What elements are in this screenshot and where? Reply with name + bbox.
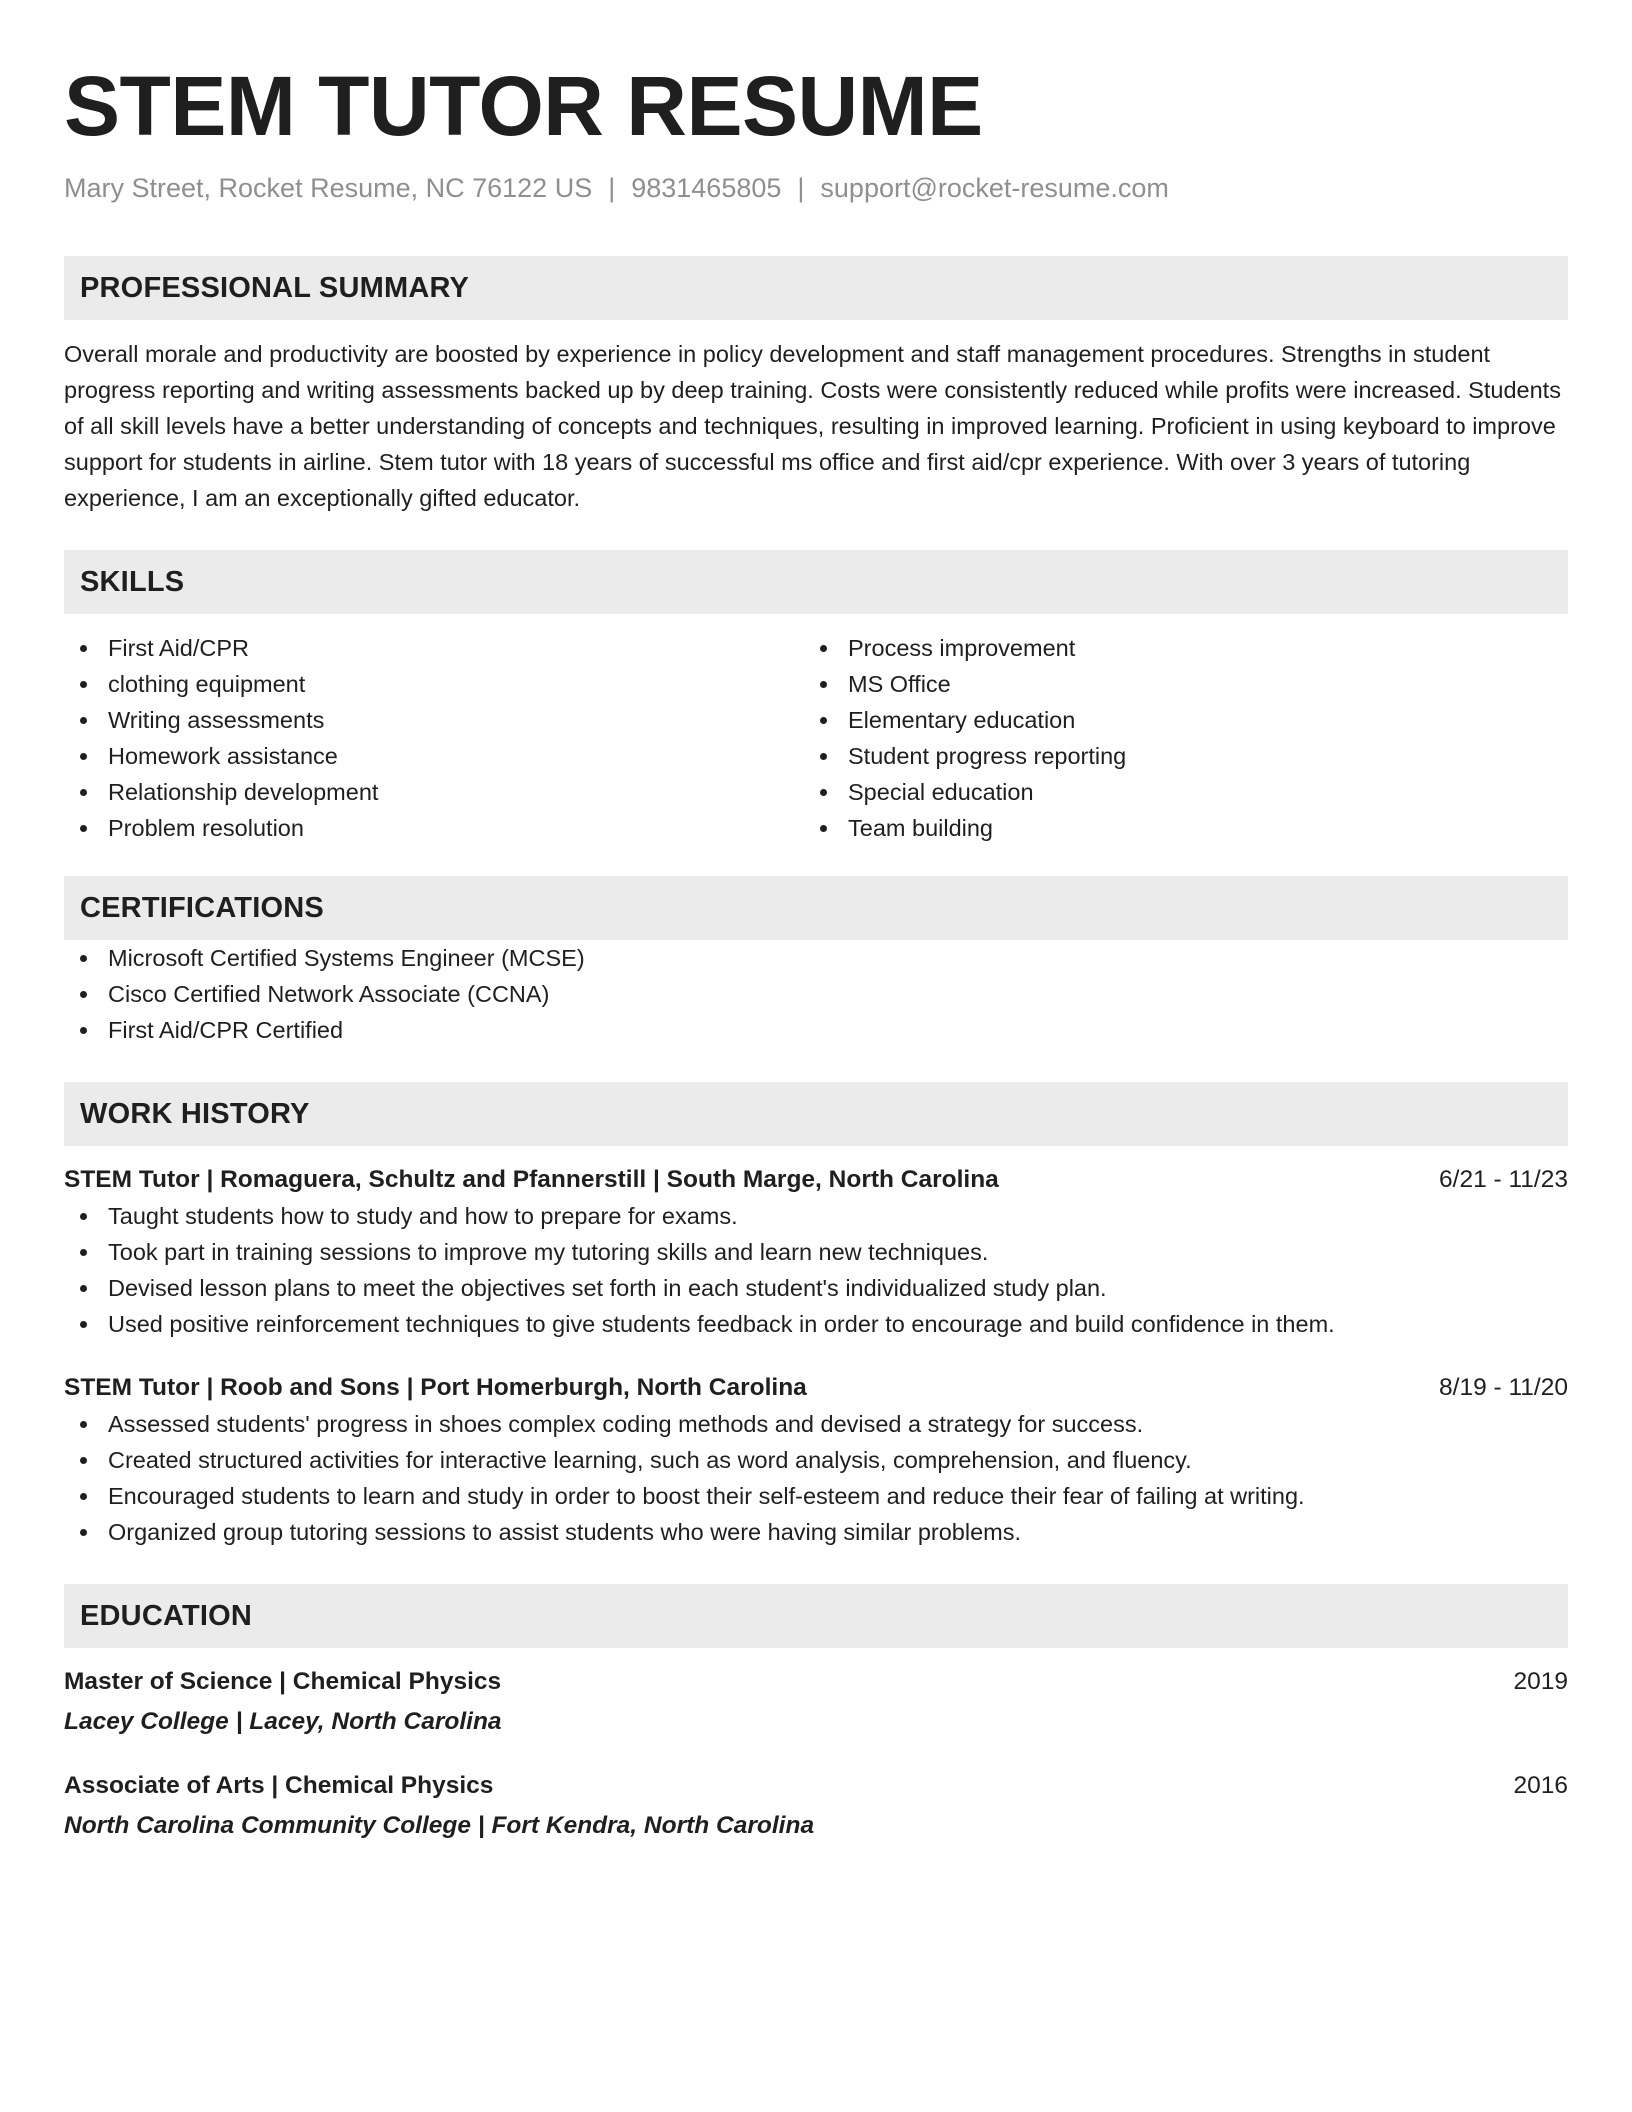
list-item xyxy=(64,774,804,810)
skill-label: Relationship development xyxy=(108,779,379,805)
section-header-certifications: CERTIFICATIONS xyxy=(64,876,1568,940)
skills-grid xyxy=(64,630,1568,846)
bullet-icon xyxy=(80,681,87,688)
bullet-icon xyxy=(80,1457,87,1464)
skill-label: First Aid/CPR xyxy=(108,635,250,661)
bullet-icon xyxy=(80,1285,87,1292)
duty-text: Organized group tutoring sessions to assist students who were having similar problems. xyxy=(108,1519,1022,1545)
bullet-icon xyxy=(80,1493,87,1500)
job-heading: STEM Tutor | Roob and Sons | Port Homerburgh, North Carolina xyxy=(64,1374,807,1401)
list-item xyxy=(64,940,1568,976)
certification-label: Cisco Certified Network Associate (CCNA) xyxy=(108,981,550,1007)
skills-list-left xyxy=(64,630,804,846)
list-item xyxy=(804,774,1544,810)
list-item xyxy=(64,1306,1568,1342)
job-dates: 8/19 - 11/20 xyxy=(1439,1374,1568,1401)
duty-text: Took part in training sessions to improve my tutoring skills and learn new techniques. xyxy=(108,1239,989,1265)
job-duties-list xyxy=(64,1406,1568,1550)
list-item xyxy=(804,666,1544,702)
address-text: Mary Street, Rocket Resume, NC 76122 US xyxy=(64,173,593,203)
list-item xyxy=(804,702,1544,738)
bullet-icon xyxy=(80,1529,87,1536)
skill-label: Writing assessments xyxy=(108,707,325,733)
bullet-icon xyxy=(820,717,827,724)
bullet-icon xyxy=(820,789,827,796)
bullet-icon xyxy=(80,1027,87,1034)
bullet-icon xyxy=(820,825,827,832)
list-item xyxy=(64,702,804,738)
job-entry xyxy=(64,1162,1568,1342)
job-dates: 6/21 - 11/23 xyxy=(1439,1166,1568,1193)
email-text: support@rocket-resume.com xyxy=(820,173,1169,203)
skill-label: Process improvement xyxy=(848,635,1076,661)
list-item xyxy=(64,1198,1568,1234)
list-item xyxy=(64,1012,1568,1048)
skill-label: Homework assistance xyxy=(108,743,338,769)
education-degree-line xyxy=(64,1664,1568,1700)
bullet-icon xyxy=(80,789,87,796)
duty-text: Devised lesson plans to meet the objectives set forth in each student's individualized study plan. xyxy=(108,1275,1107,1301)
list-item xyxy=(64,976,1568,1012)
education-degree-line xyxy=(64,1768,1568,1804)
contact-separator: | xyxy=(608,173,616,203)
bullet-icon xyxy=(820,753,827,760)
job-duties-list xyxy=(64,1198,1568,1342)
certifications-list xyxy=(64,940,1568,1048)
graduation-year: 2016 xyxy=(1513,1772,1568,1799)
list-item xyxy=(64,630,804,666)
bullet-icon xyxy=(820,645,827,652)
list-item xyxy=(64,1478,1568,1514)
duty-text: Assessed students' progress in shoes complex coding methods and devised a strategy for success. xyxy=(108,1411,1144,1437)
education-entry xyxy=(64,1768,1568,1844)
bullet-icon xyxy=(80,1321,87,1328)
certification-label: First Aid/CPR Certified xyxy=(108,1017,344,1043)
bullet-icon xyxy=(820,681,827,688)
list-item xyxy=(64,666,804,702)
skill-label: Special education xyxy=(848,779,1034,805)
skills-column-right xyxy=(804,630,1544,846)
bullet-icon xyxy=(80,753,87,760)
bullet-icon xyxy=(80,991,87,998)
resume-title: STEM TUTOR RESUME xyxy=(64,59,983,153)
skill-label: clothing equipment xyxy=(108,671,306,697)
bullet-icon xyxy=(80,1421,87,1428)
job-heading-line xyxy=(64,1162,1568,1198)
section-header-summary: PROFESSIONAL SUMMARY xyxy=(64,256,1568,320)
duty-text: Taught students how to study and how to prepare for exams. xyxy=(108,1203,738,1229)
certification-label: Microsoft Certified Systems Engineer (MCSE) xyxy=(108,945,585,971)
bullet-icon xyxy=(80,1249,87,1256)
list-item xyxy=(64,1270,1568,1306)
skill-label: Team building xyxy=(848,815,994,841)
list-item xyxy=(804,630,1544,666)
section-header-work-history: WORK HISTORY xyxy=(64,1082,1568,1146)
list-item xyxy=(64,738,804,774)
skill-label: Problem resolution xyxy=(108,815,304,841)
duty-text: Encouraged students to learn and study in order to boost their self-esteem and reduce their fear of failing at writing. xyxy=(108,1483,1305,1509)
duty-text: Created structured activities for interactive learning, such as word analysis, comprehension, and fluency. xyxy=(108,1447,1192,1473)
school-name: North Carolina Community College | Fort Kendra, North Carolina xyxy=(64,1812,815,1839)
list-item xyxy=(64,810,804,846)
graduation-year: 2019 xyxy=(1513,1668,1568,1695)
job-entry xyxy=(64,1370,1568,1550)
contact-line xyxy=(64,170,1568,206)
list-item xyxy=(64,1406,1568,1442)
summary-text: Overall morale and productivity are boosted by experience in policy development and staff management procedures. Strengths in student progress reporting and writing assessments backed up by deep training. Costs were consistently reduced while profits were increased. Students of all skill levels have a better understanding of concepts and techniques, resulting in improved learning. Proficient in using keyboard to improve support for students in airline. Stem tutor with 18 years of successful ms office and first aid/cpr experience. With over 3 years of tutoring experience, I am an exceptionally gifted educator. xyxy=(64,341,1561,511)
list-item xyxy=(804,810,1544,846)
degree-title: Associate of Arts | Chemical Physics xyxy=(64,1772,494,1799)
bullet-icon xyxy=(80,645,87,652)
job-heading-line xyxy=(64,1370,1568,1406)
skill-label: MS Office xyxy=(848,671,951,697)
contact-separator: | xyxy=(797,173,805,203)
skill-label: Elementary education xyxy=(848,707,1076,733)
degree-title: Master of Science | Chemical Physics xyxy=(64,1668,502,1695)
bullet-icon xyxy=(80,955,87,962)
list-item xyxy=(64,1234,1568,1270)
skills-list-right xyxy=(804,630,1544,846)
skills-column-left xyxy=(64,630,804,846)
bullet-icon xyxy=(80,825,87,832)
section-header-education: EDUCATION xyxy=(64,1584,1568,1648)
list-item xyxy=(804,738,1544,774)
list-item xyxy=(64,1442,1568,1478)
bullet-icon xyxy=(80,1213,87,1220)
skill-label: Student progress reporting xyxy=(848,743,1127,769)
section-header-skills: SKILLS xyxy=(64,550,1568,614)
job-heading: STEM Tutor | Romaguera, Schultz and Pfannerstill | South Marge, North Carolina xyxy=(64,1166,999,1193)
education-entry xyxy=(64,1664,1568,1740)
bullet-icon xyxy=(80,717,87,724)
school-name: Lacey College | Lacey, North Carolina xyxy=(64,1708,502,1735)
list-item xyxy=(64,1514,1568,1550)
phone-text: 9831465805 xyxy=(631,173,782,203)
duty-text: Used positive reinforcement techniques to give students feedback in order to encourage and build confidence in them. xyxy=(108,1311,1335,1337)
